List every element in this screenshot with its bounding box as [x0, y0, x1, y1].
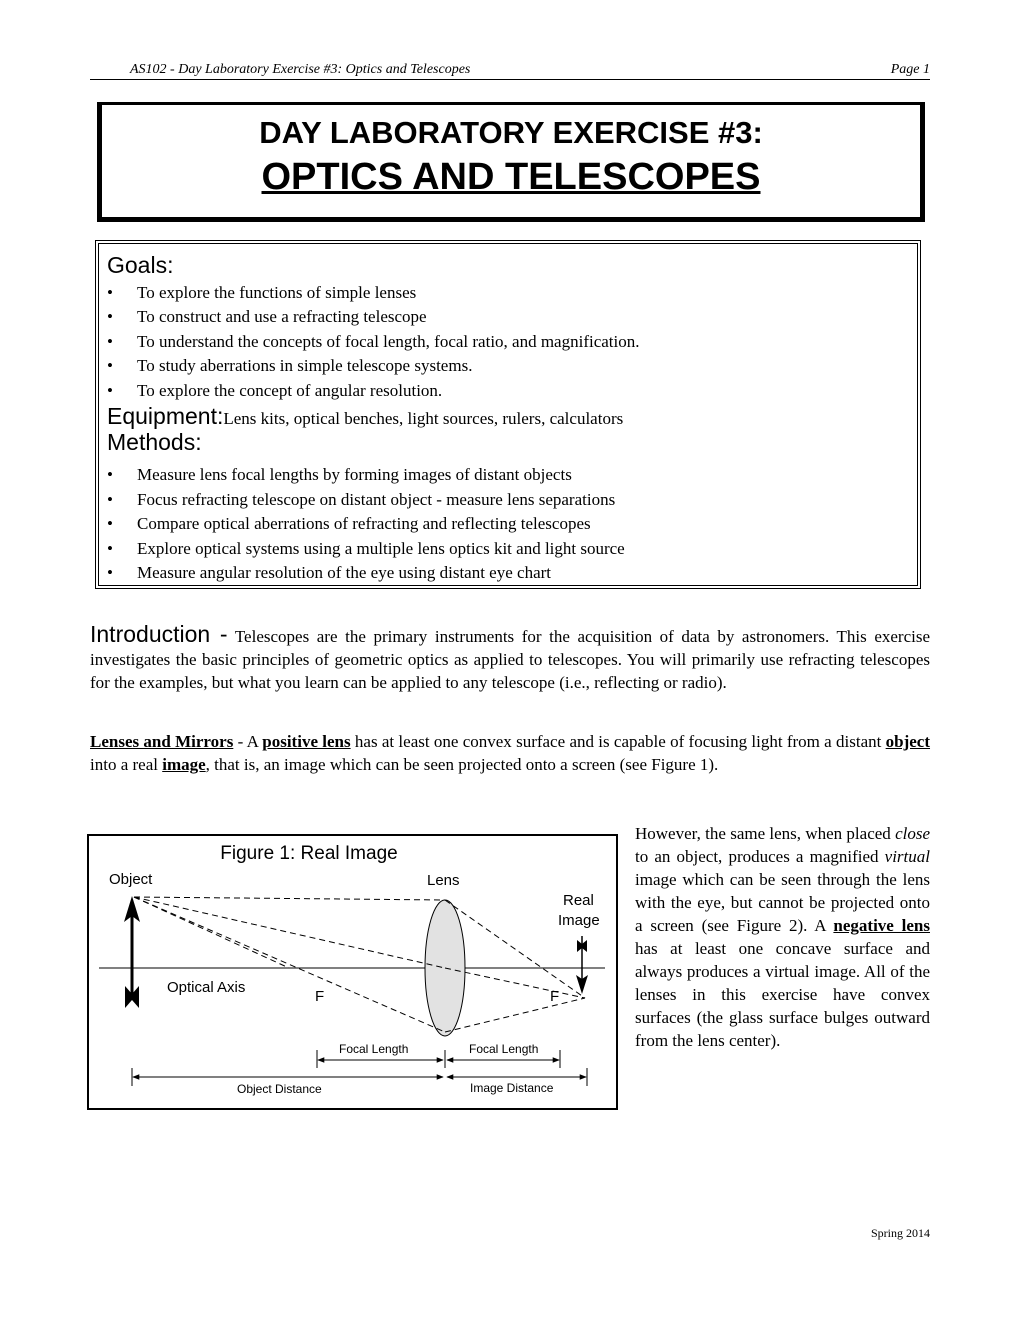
title-line-1: DAY LABORATORY EXERCISE #3: — [259, 115, 763, 150]
focal-point-right: F — [550, 988, 560, 1005]
term-virtual: virtual — [884, 847, 930, 866]
lens-label: Lens — [427, 872, 460, 889]
title-box — [97, 102, 925, 222]
real-label: Real — [563, 892, 594, 909]
focal-length-left-label: Focal Length — [339, 1042, 409, 1056]
page-number: Page 1 — [890, 62, 930, 77]
image-distance-label: Image Distance — [470, 1081, 554, 1095]
object-label: Object — [109, 871, 153, 888]
equipment-text: Lens kits, optical benches, light sources, rulers, calculators — [223, 409, 624, 428]
side-paragraph: However, the same lens, when placed close to an object, produces a magnified virtual image which can be seen through the lens with the eye, but cannot be projected onto a screen (see Figure 2). A negative lens has at least one concave surface and always produces a virtual image. All of the lenses in this exercise have convex surfaces (the glass surface bulges outward from the lens center). — [635, 824, 930, 1050]
introduction-text: Telescopes are the primary instruments for the acquisition of data by astronomers. This exercise investigates the basic principles of geometric optics as applied to telescopes. You will primarily use refracting telescopes for the examples, but what you learn can be applied to any telescope (i.e., reflecting or radio). — [90, 627, 930, 692]
figure-diagram — [89, 836, 620, 1112]
term-object: object — [885, 732, 931, 751]
focal-point-left: F — [315, 988, 325, 1005]
focal-length-right-label: Focal Length — [469, 1042, 539, 1056]
lenses-heading: Lenses and Mirrors — [90, 732, 234, 751]
introduction-heading: Introduction - — [90, 621, 228, 647]
object-distance-label: Object Distance — [237, 1082, 322, 1096]
figure-real-image — [87, 834, 618, 1110]
light-rays — [134, 897, 585, 1032]
running-header — [90, 62, 930, 80]
image-label: Image — [558, 912, 600, 929]
footer: Spring 2014 — [870, 1226, 930, 1240]
header-title: AS102 - Day Laboratory Exercise #3: Optics and Telescopes — [130, 62, 471, 77]
methods-heading: Methods: — [107, 429, 202, 455]
term-positive-lens: positive lens — [262, 732, 351, 751]
introduction-paragraph — [90, 623, 930, 694]
title-line-2: OPTICS AND TELESCOPES — [261, 156, 761, 198]
goals-box: Goals: • To explore the functions of simple lenses • To construct and use a refracting telescope • To understand the concepts of focal length, focal ratio, and magnification. • To study aberrations in simple telescope systems. • To explore the concept of angular resolution. Equipment:Lens kits, optical benches, light sources, rulers, calculators Methods: • Measure lens focal lengths by forming images of distant objects • Focus refracting telescope on distant object - measure lens separations • Compare optical aberrations of refracting and reflecting telescopes • Explore optical systems using a multiple lens optics kit and light source • Measure angular resolution of the eye using distant eye chart — [95, 240, 921, 589]
goals-heading: Goals: — [107, 252, 174, 278]
lenses-paragraph: Lenses and Mirrors - A positive lens has at least one convex surface and is capable of focusing light from a distant object into a real image, that is, an image which can be seen projected onto a screen (see Figure 1). — [90, 732, 931, 774]
term-image: image — [162, 755, 206, 774]
optical-axis-label: Optical Axis — [167, 979, 246, 996]
figure-title: Figure 1: Real Image — [220, 843, 398, 864]
equipment-line — [107, 404, 623, 431]
term-close: close — [895, 824, 930, 843]
equipment-heading: Equipment: — [107, 403, 224, 429]
term-negative-lens: negative lens — [833, 916, 930, 935]
